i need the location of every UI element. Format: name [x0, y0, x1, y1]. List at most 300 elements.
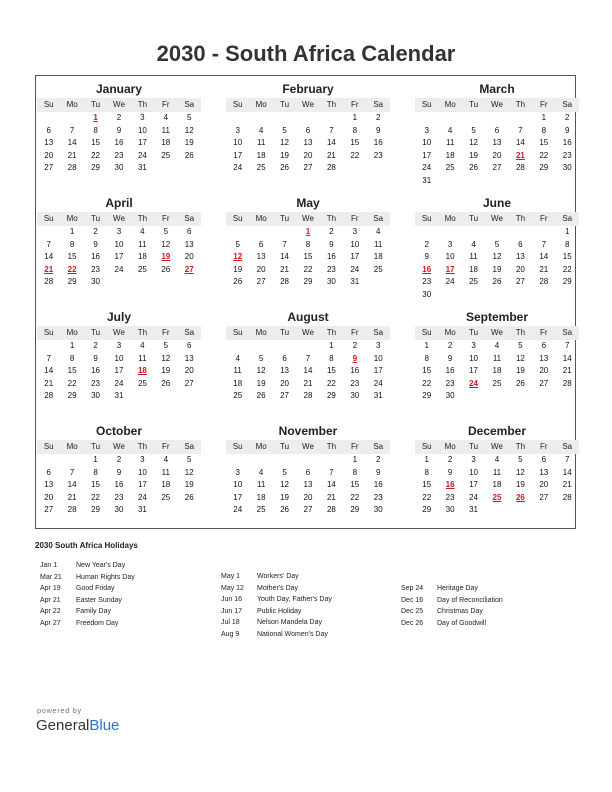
week-row: [37, 251, 201, 264]
empty-cell: [37, 112, 60, 125]
month-name: February: [282, 82, 334, 96]
day-cell: 15: [303, 252, 313, 261]
weekday-label: Fr: [162, 214, 170, 223]
weekday-label: Sa: [373, 214, 384, 223]
weekday-label: Sa: [373, 442, 384, 451]
empty-cell: [131, 276, 154, 289]
day-cell: 1: [69, 341, 75, 350]
day-cell: 23: [373, 492, 383, 502]
day-cell: 1: [424, 341, 429, 350]
day-cell: 2: [447, 455, 453, 464]
day-cell: 7: [69, 467, 75, 477]
day-cell: 26: [184, 492, 194, 502]
day-cell: 28: [67, 163, 77, 172]
weekday-label: Mo: [66, 100, 78, 109]
weekday-label: Fr: [162, 328, 170, 337]
day-cell: 18: [492, 366, 502, 375]
weekday-label: We: [302, 442, 314, 451]
day-cell: 20: [303, 492, 313, 502]
day-cell: 7: [46, 353, 51, 363]
day-cell: 3: [116, 341, 122, 350]
empty-cell: [509, 504, 532, 517]
weekday-label: Mo: [255, 214, 267, 223]
day-cell: 13: [539, 467, 549, 477]
day-cell: 18: [233, 378, 243, 388]
day-cell: 25: [161, 150, 171, 160]
day-cell: 30: [562, 163, 572, 172]
empty-cell: [37, 454, 60, 467]
empty-cell: [485, 175, 508, 188]
holiday-date: May 12: [221, 584, 244, 592]
empty-cell: [367, 276, 390, 289]
day-cell: 19: [280, 150, 289, 160]
week-row: [226, 239, 390, 252]
day-cell: 8: [424, 353, 429, 363]
empty-cell: [462, 175, 485, 188]
day-cell: 20: [184, 252, 194, 261]
week-row: [37, 226, 201, 239]
day-cell: 15: [350, 138, 360, 147]
holiday-item: [40, 572, 135, 584]
holiday-item: [221, 629, 332, 641]
empty-cell: [60, 454, 83, 467]
weekday-label: Th: [326, 328, 337, 337]
holiday-item: [401, 606, 503, 618]
day-cell: 27: [303, 163, 313, 172]
weekday-label: Fr: [351, 100, 359, 109]
day-cell: 30: [373, 505, 383, 514]
holiday-name: Youth Day, Father's Day: [257, 596, 332, 604]
day-cell: 10: [422, 138, 432, 147]
holiday-item: [221, 583, 332, 595]
weekday-label: We: [113, 100, 125, 109]
empty-cell: [226, 454, 249, 467]
day-cell: 31: [373, 391, 383, 400]
day-cell: 24: [445, 277, 455, 286]
day-cell: 9: [447, 467, 453, 477]
day-cell: 18: [256, 150, 266, 160]
empty-cell: [556, 289, 579, 302]
month-august: [226, 309, 390, 403]
empty-cell: [462, 289, 485, 302]
day-cell: 4: [163, 113, 169, 122]
day-cell: 5: [282, 467, 287, 477]
day-cell: 9: [376, 467, 381, 477]
day-cell: 22: [91, 150, 100, 160]
holiday-day-cell: 27: [184, 264, 194, 274]
holiday-item: [40, 595, 135, 607]
holiday-name: Human Rights Day: [76, 573, 135, 581]
empty-cell: [249, 454, 272, 467]
holiday-column: [401, 583, 503, 629]
holiday-name: Nelson Mandela Day: [257, 619, 322, 627]
weekday-label: We: [113, 442, 125, 451]
empty-cell: [249, 112, 272, 125]
holiday-date: Sep 24: [401, 585, 424, 592]
day-cell: 30: [445, 505, 455, 514]
day-cell: 30: [445, 391, 455, 400]
week-row: [415, 504, 579, 517]
month-name: December: [467, 424, 527, 438]
empty-cell: [485, 504, 508, 517]
day-cell: 2: [447, 341, 453, 350]
weekday-label: Tu: [280, 442, 290, 451]
day-cell: 4: [376, 227, 381, 236]
generalblue-logo[interactable]: [36, 717, 119, 734]
day-cell: 22: [91, 492, 100, 502]
day-cell: 5: [187, 113, 192, 122]
day-cell: 5: [471, 125, 476, 135]
day-cell: 1: [69, 227, 75, 236]
week-row: [226, 467, 390, 480]
holiday-date: Dec 25: [401, 608, 424, 616]
empty-cell: [226, 112, 249, 125]
empty-cell: [438, 175, 461, 188]
day-cell: 16: [114, 480, 124, 489]
holiday-date: Mar 21: [40, 573, 62, 581]
day-cell: 27: [492, 163, 502, 172]
logo-blue-text: Blue: [89, 717, 120, 734]
week-row: [37, 378, 201, 391]
day-cell: 15: [350, 480, 360, 489]
month-july: [37, 309, 201, 403]
empty-cell: [343, 162, 366, 175]
weekday-label: Tu: [280, 100, 290, 109]
month-february: [226, 81, 390, 175]
day-cell: 8: [352, 125, 358, 135]
day-cell: 30: [422, 289, 432, 299]
empty-cell: [556, 175, 579, 188]
month-october: [37, 423, 201, 517]
weekday-header: [415, 440, 579, 454]
empty-cell: [178, 390, 201, 403]
day-cell: 15: [67, 252, 77, 261]
day-cell: 13: [303, 480, 313, 489]
day-cell: 8: [93, 125, 98, 135]
day-cell: 23: [445, 492, 455, 502]
day-cell: 11: [256, 138, 266, 147]
day-cell: 8: [329, 353, 334, 363]
weekday-label: Sa: [184, 100, 195, 109]
week-row: [37, 492, 201, 505]
weekday-label: We: [302, 328, 314, 337]
day-cell: 6: [258, 239, 264, 249]
day-cell: 4: [235, 353, 240, 363]
weekday-label: Fr: [540, 214, 548, 223]
weekday-header: [226, 212, 390, 226]
day-cell: 10: [445, 252, 455, 261]
empty-cell: [60, 112, 83, 125]
weekday-label: Mo: [444, 214, 456, 223]
month-september: [415, 309, 579, 403]
day-cell: 20: [184, 366, 194, 375]
day-cell: 4: [447, 125, 453, 135]
day-cell: 14: [539, 252, 549, 261]
day-cell: 20: [44, 150, 54, 160]
day-cell: 7: [518, 125, 523, 135]
day-cell: 29: [67, 277, 77, 286]
holiday-name: Christmas Day: [437, 608, 483, 616]
day-cell: 4: [494, 455, 500, 464]
day-cell: 23: [91, 378, 100, 388]
holiday-date: Dec 26: [401, 619, 424, 627]
month-name: April: [105, 196, 133, 210]
day-cell: 6: [541, 455, 547, 464]
day-cell: 13: [492, 138, 502, 147]
day-cell: 29: [303, 277, 313, 286]
weekday-label: We: [113, 328, 125, 337]
weekday-label: Su: [43, 100, 54, 109]
day-cell: 14: [67, 138, 77, 147]
day-cell: 8: [541, 125, 547, 135]
day-cell: 16: [326, 252, 336, 261]
week-row: [226, 150, 390, 163]
day-cell: 9: [565, 125, 570, 135]
weekday-label: Th: [515, 442, 526, 451]
weekday-label: Mo: [66, 214, 78, 223]
weekday-label: Su: [232, 100, 243, 109]
week-row: [226, 378, 390, 391]
day-cell: 2: [329, 227, 334, 236]
weekday-label: We: [302, 100, 314, 109]
empty-cell: [532, 289, 555, 302]
empty-cell: [532, 175, 555, 188]
day-cell: 29: [326, 391, 336, 400]
week-row: [415, 353, 579, 366]
day-cell: 17: [233, 492, 243, 502]
month-may: [226, 195, 390, 289]
weekday-label: Th: [137, 214, 148, 223]
day-cell: 2: [93, 341, 98, 350]
week-row: [415, 226, 579, 239]
empty-cell: [296, 340, 319, 353]
weekday-label: Sa: [184, 214, 195, 223]
day-cell: 25: [469, 277, 478, 286]
day-cell: 14: [562, 467, 572, 477]
empty-cell: [273, 226, 296, 239]
weekday-label: Tu: [469, 214, 479, 223]
day-cell: 6: [518, 239, 523, 249]
day-cell: 19: [184, 138, 194, 147]
holiday-date: Jun 16: [221, 596, 243, 604]
day-cell: 20: [515, 264, 525, 274]
weekday-label: Tu: [91, 100, 101, 109]
empty-cell: [178, 504, 201, 517]
week-row: [226, 492, 390, 505]
empty-cell: [296, 454, 319, 467]
day-cell: 7: [329, 125, 334, 135]
week-row: [415, 175, 579, 188]
day-cell: 3: [235, 467, 240, 477]
day-cell: 22: [350, 150, 360, 160]
weekday-label: Fr: [162, 100, 170, 109]
holiday-day-cell: 22: [67, 264, 77, 274]
day-cell: 14: [326, 480, 336, 489]
day-cell: 2: [352, 341, 358, 350]
weekday-label: Mo: [255, 328, 267, 337]
day-cell: 22: [422, 492, 432, 502]
day-cell: 29: [91, 505, 100, 514]
holiday-name: Family Day: [76, 608, 112, 616]
empty-cell: [485, 226, 508, 239]
weekday-label: Su: [421, 442, 432, 451]
day-cell: 5: [518, 341, 523, 350]
week-row: [415, 264, 579, 277]
weekday-label: Su: [232, 442, 243, 451]
week-row: [415, 378, 579, 391]
day-cell: 22: [326, 378, 336, 388]
day-cell: 11: [469, 252, 478, 261]
week-row: [415, 125, 579, 138]
day-cell: 19: [280, 492, 289, 502]
day-cell: 8: [565, 239, 570, 249]
day-cell: 11: [445, 138, 455, 147]
day-cell: 29: [422, 391, 432, 400]
week-row: [226, 264, 390, 277]
day-cell: 25: [256, 163, 266, 172]
day-cell: 11: [233, 366, 242, 375]
day-cell: 26: [280, 163, 289, 172]
empty-cell: [556, 504, 579, 517]
day-cell: 14: [44, 252, 54, 261]
day-cell: 7: [282, 239, 287, 249]
week-row: [37, 150, 201, 163]
empty-cell: [273, 340, 296, 353]
day-cell: 5: [282, 125, 287, 135]
day-cell: 1: [424, 455, 429, 464]
day-cell: 23: [114, 150, 124, 160]
day-cell: 10: [137, 125, 147, 135]
holiday-day-cell: 1: [93, 113, 98, 122]
day-cell: 24: [350, 264, 360, 274]
day-cell: 10: [350, 239, 360, 249]
month-name: August: [287, 310, 329, 324]
month-name: March: [479, 82, 515, 96]
day-cell: 29: [91, 163, 100, 172]
weekday-label: Fr: [351, 442, 359, 451]
day-cell: 19: [184, 480, 194, 489]
week-row: [415, 340, 579, 353]
weekday-label: Th: [515, 100, 526, 109]
day-cell: 8: [305, 239, 311, 249]
day-cell: 13: [539, 353, 549, 363]
day-cell: 19: [469, 150, 478, 160]
day-cell: 10: [137, 467, 147, 477]
week-row: [226, 353, 390, 366]
day-cell: 27: [44, 505, 54, 514]
week-row: [415, 137, 579, 150]
empty-cell: [509, 289, 532, 302]
day-cell: 22: [67, 378, 77, 388]
logo-general-text: General: [36, 717, 90, 734]
weekday-label: Sa: [562, 328, 573, 337]
week-row: [415, 390, 579, 403]
day-cell: 29: [562, 277, 572, 286]
day-cell: 19: [233, 264, 243, 274]
day-cell: 30: [326, 277, 336, 286]
day-cell: 26: [233, 277, 243, 286]
weekday-label: Su: [421, 328, 432, 337]
holiday-date: Jan 1: [40, 562, 58, 569]
weekday-header: [415, 98, 579, 112]
empty-cell: [415, 112, 438, 125]
weekday-label: Su: [421, 100, 432, 109]
day-cell: 29: [539, 163, 549, 172]
day-cell: 16: [445, 366, 455, 375]
day-cell: 25: [445, 163, 455, 172]
day-cell: 15: [91, 480, 100, 489]
day-cell: 8: [93, 467, 98, 477]
day-cell: 30: [350, 391, 360, 400]
weekday-label: Tu: [469, 100, 479, 109]
day-cell: 13: [184, 239, 194, 249]
day-cell: 6: [187, 341, 192, 350]
day-cell: 19: [161, 366, 171, 375]
day-cell: 18: [373, 252, 383, 261]
holiday-item: [221, 606, 332, 618]
day-cell: 11: [161, 467, 170, 477]
holiday-name: Workers' Day: [257, 573, 299, 580]
day-cell: 13: [44, 480, 54, 489]
weekday-label: Mo: [444, 442, 456, 451]
day-cell: 19: [492, 264, 502, 274]
day-cell: 2: [93, 227, 98, 236]
weekday-label: Sa: [373, 328, 384, 337]
week-row: [226, 390, 390, 403]
day-cell: 3: [376, 341, 381, 350]
day-cell: 7: [541, 239, 547, 249]
day-cell: 25: [256, 505, 266, 514]
day-cell: 24: [233, 505, 243, 514]
empty-cell: [485, 112, 508, 125]
weekday-label: Fr: [540, 100, 548, 109]
weekday-label: We: [113, 214, 125, 223]
week-row: [226, 251, 390, 264]
week-row: [37, 112, 201, 125]
day-cell: 23: [114, 492, 124, 502]
empty-cell: [178, 162, 201, 175]
empty-cell: [556, 390, 579, 403]
week-row: [226, 112, 390, 125]
day-cell: 28: [562, 492, 572, 502]
day-cell: 6: [187, 227, 192, 236]
day-cell: 28: [303, 391, 313, 400]
day-cell: 5: [187, 455, 192, 464]
month-name: June: [482, 196, 511, 210]
empty-cell: [154, 390, 177, 403]
day-cell: 25: [137, 378, 147, 388]
empty-cell: [37, 226, 60, 239]
weekday-label: Su: [43, 214, 54, 223]
day-cell: 16: [373, 138, 383, 147]
day-cell: 25: [492, 378, 502, 388]
day-cell: 12: [161, 239, 171, 249]
day-cell: 11: [374, 239, 383, 249]
day-cell: 6: [494, 125, 500, 135]
day-cell: 15: [91, 138, 100, 147]
day-cell: 12: [515, 353, 525, 363]
day-cell: 10: [373, 353, 383, 363]
empty-cell: [438, 112, 461, 125]
day-cell: 8: [352, 467, 358, 477]
week-row: [226, 454, 390, 467]
day-cell: 28: [562, 378, 572, 388]
holiday-date: Aug 9: [221, 630, 240, 638]
day-cell: 24: [114, 378, 124, 388]
day-cell: 31: [137, 163, 147, 172]
day-cell: 4: [140, 341, 145, 350]
weekday-label: We: [491, 100, 503, 109]
